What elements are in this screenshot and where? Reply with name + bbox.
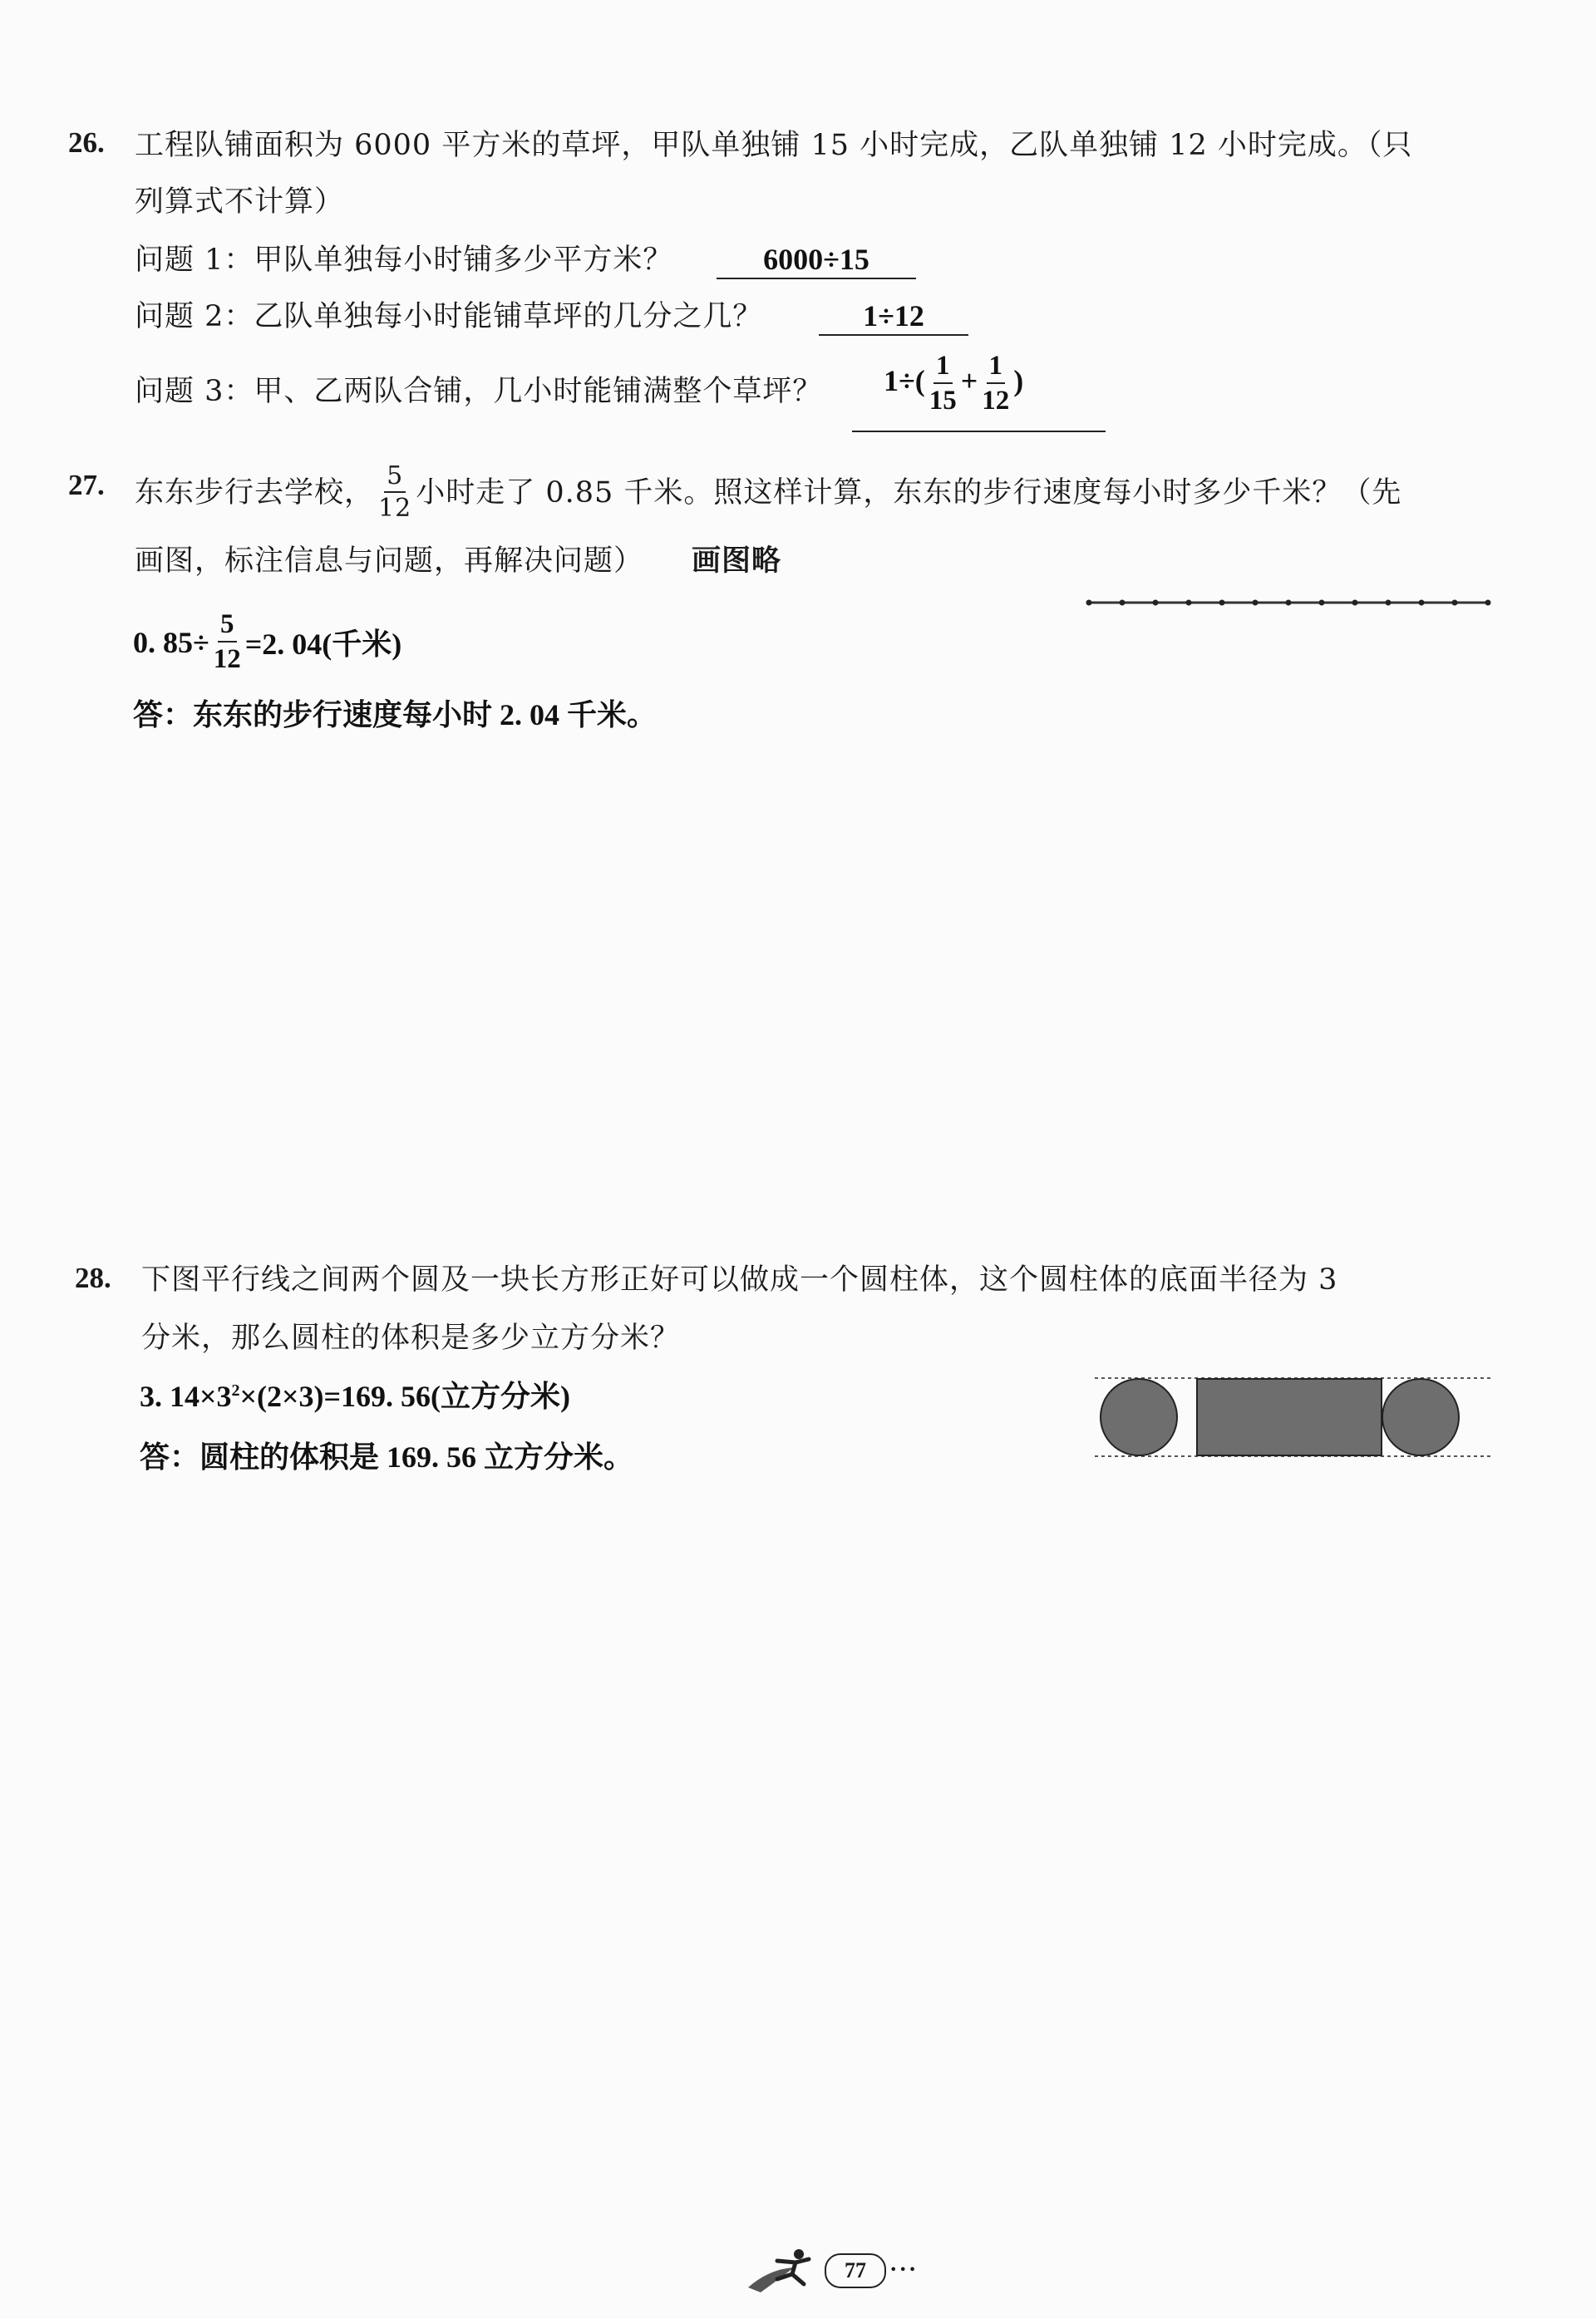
segment-tick (1219, 600, 1225, 606)
question-27-line2: 画图，标注信息与问题，再解决问题） (135, 544, 644, 578)
segment-tick (1086, 600, 1092, 606)
q27-segment-diagram (1085, 594, 1492, 611)
segment-tick (1452, 600, 1458, 606)
q26-sub3-answer (884, 352, 1023, 415)
q27-answer: 答：东东的步行速度每小时 2. 04 千米。 (133, 698, 658, 731)
q26-sub1-answer: 6000÷15 (763, 243, 869, 276)
q26-sub2-answer-blank (819, 298, 968, 336)
q27-calc-before: 0. 85÷ (133, 625, 209, 659)
q26-sub3-suffix: ) (1013, 363, 1024, 397)
fraction-denominator: 12 (378, 494, 412, 523)
q27-calculation (133, 611, 401, 673)
q28-answer: 答：圆柱的体积是 169. 56 立方分米。 (140, 1440, 634, 1474)
question-28-line2: 分米，那么圆柱的体积是多少立方分米？ (141, 1322, 681, 1355)
fraction-denominator: 12 (982, 386, 1010, 416)
q26-sub3-prefix: 1÷( (884, 363, 925, 397)
q28-calc-part1: 3. 14×3 (140, 1380, 232, 1413)
q26-sub3-label: 问题 3：甲、乙两队合铺，几小时能铺满整个草坪？ (135, 375, 823, 408)
q26-sub3-fraction-1 (927, 352, 959, 415)
fraction-numerator: 1 (987, 352, 1006, 384)
fraction-numerator: 5 (218, 611, 237, 643)
fraction-numerator: 5 (384, 464, 406, 493)
q26-sub2-answer: 1÷12 (863, 299, 924, 332)
segment-tick (1319, 600, 1325, 606)
q28-calc-part2: ×(2×3)=169. 56(立方分米) (239, 1380, 571, 1413)
q27-calc-after: =2. 04(千米) (244, 628, 402, 661)
question-28-line1: 下图平行线之间两个圆及一块长方形正好可以做成一个圆柱体，这个圆柱体的底面半径为 3 (141, 1263, 1338, 1297)
q26-sub3-fraction-2 (979, 352, 1012, 415)
segment-tick (1153, 600, 1159, 606)
q26-sub1-answer-blank (717, 241, 916, 279)
q28-calc-exponent: 2 (231, 1381, 240, 1400)
segment-tick (1253, 600, 1259, 606)
segment-tick (1120, 600, 1126, 606)
q27-calc-fraction (211, 611, 244, 673)
segment-tick (1419, 600, 1425, 606)
q27-text-before: 东东步行去学校， (135, 475, 375, 510)
question-27-number: 27. (68, 469, 105, 501)
fraction-denominator: 15 (929, 386, 957, 416)
q28-calculation (140, 1373, 570, 1416)
q27-time-fraction (376, 461, 414, 523)
fraction-numerator: 1 (933, 352, 953, 384)
q26-sub3-answer-blank (852, 349, 1106, 432)
question-27-line1 (135, 461, 1402, 523)
cylinder-net-figure (1093, 1376, 1492, 1459)
question-26-line1: 工程队铺面积为 6000 平方米的草坪，甲队单独铺 15 小时完成，乙队单独铺 12 小时完成。（只 (135, 129, 1413, 162)
right-circle (1382, 1379, 1459, 1455)
runner-logo-icon (744, 2244, 827, 2294)
plus-sign: + (960, 363, 978, 397)
segment-tick (1352, 600, 1358, 606)
question-26-line2: 列算式不计算） (135, 185, 345, 219)
page-dots: ••• (889, 2262, 919, 2277)
q27-draw-note: 画图略 (692, 544, 782, 578)
question-28-number: 28. (75, 1262, 111, 1294)
segment-tick (1286, 600, 1292, 606)
q26-sub2-label: 问题 2：乙队单独每小时能铺草坪的几分之几？ (135, 300, 763, 333)
left-circle (1101, 1379, 1177, 1455)
q27-text-after: 小时走了 0.85 千米。照这样计算，东东的步行速度每小时多少千米？（先 (416, 475, 1402, 510)
page-number: 77 (825, 2253, 886, 2288)
side-rectangle (1197, 1379, 1382, 1455)
segment-tick (1485, 600, 1491, 606)
segment-tick (1386, 600, 1392, 606)
q26-sub1-label: 问题 1：甲队单独每小时铺多少平方米？ (135, 244, 673, 277)
fraction-denominator: 12 (213, 644, 241, 674)
segment-tick (1186, 600, 1192, 606)
question-26-number: 26. (68, 126, 105, 159)
